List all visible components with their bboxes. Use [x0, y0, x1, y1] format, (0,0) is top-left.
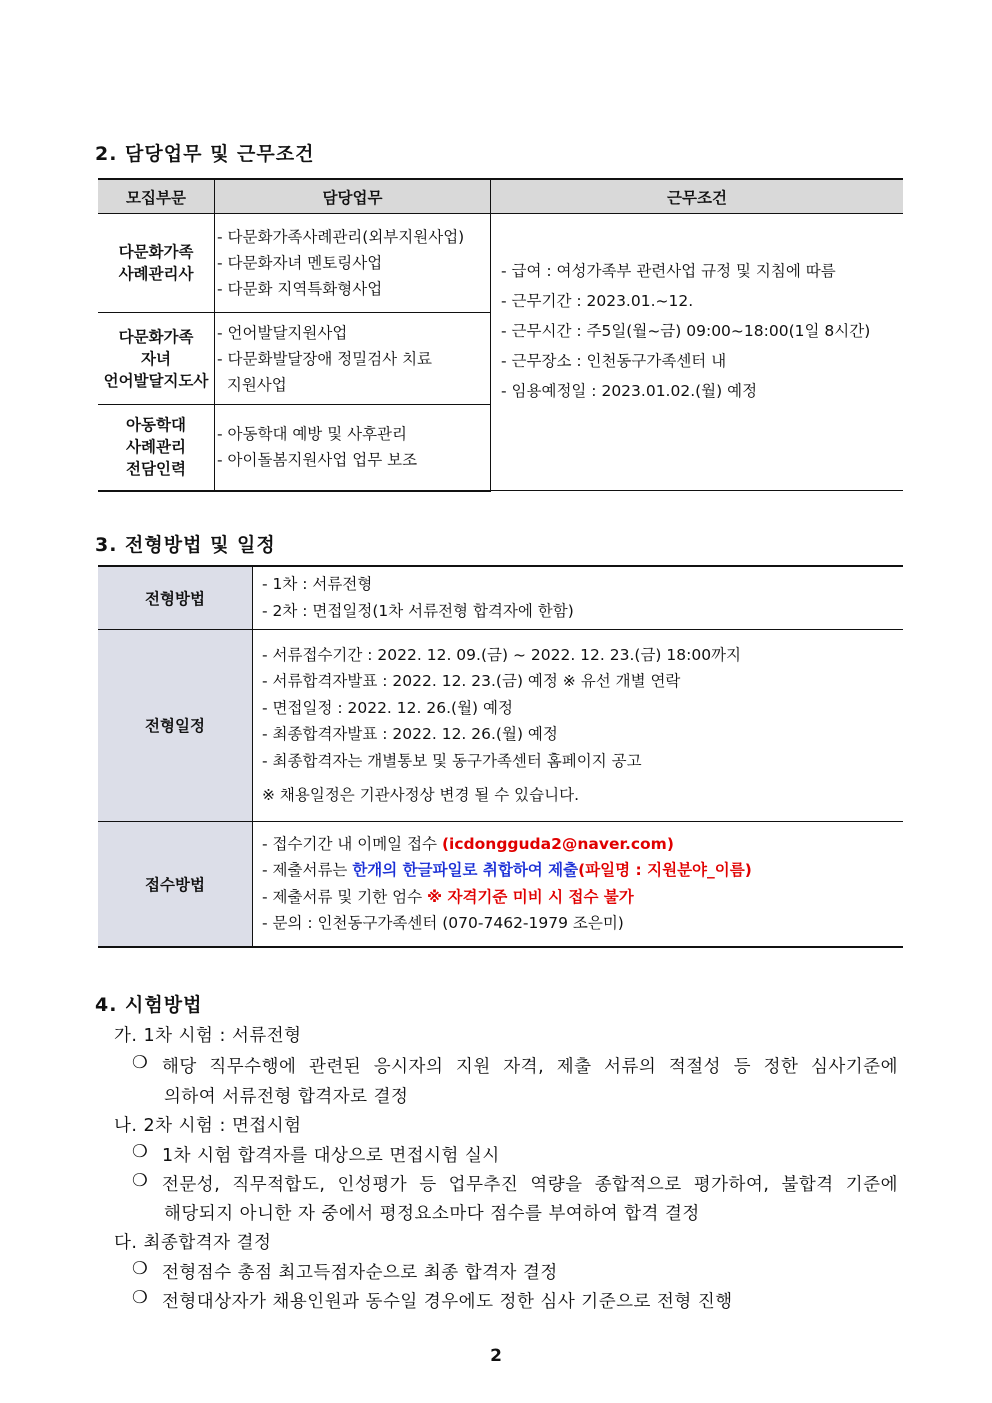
duty-item: - 다문화자녀 멘토링사업	[217, 254, 383, 272]
contact-info: - 문의 : 인천동구가족센터 (070-7462-1979 조은미)	[262, 914, 624, 933]
list-item	[132, 1142, 898, 1166]
sub-heading: 나. 2차 시험 : 면접시험	[114, 1116, 302, 1136]
duty-item: - 아이돌봄지원사업 업무 보조	[217, 451, 418, 470]
method-cell	[253, 566, 904, 629]
schedule-item: - 최종합격자발표 : 2022. 12. 26.(월) 예정	[262, 725, 558, 743]
header-recruitment-field: 모집부문	[98, 179, 215, 214]
section-4-heading: 4. 시험방법	[95, 994, 203, 1016]
header-duties: 담당업무	[215, 179, 491, 214]
category-text: 아동학대	[126, 416, 186, 435]
table-row	[98, 214, 903, 313]
bullet-icon: ❍	[132, 1171, 149, 1191]
list-text: 전형대상자가 채용인원과 동수일 경우에도 정한 심사 기준으로 전형 진행	[162, 1292, 733, 1312]
duty-item: - 다문화 지역특화형사업	[217, 280, 383, 298]
submit-item	[262, 857, 902, 884]
category-cell	[98, 214, 215, 313]
table-row	[98, 629, 903, 821]
warning-text: ※ 자격기준 미비 시 접수 불가	[427, 887, 634, 906]
duty-item: - 다문화발달장애 정밀검사 치료	[217, 349, 433, 368]
bullet-icon: ❍	[132, 1142, 149, 1162]
section-3-heading: 3. 전형방법 및 일정	[95, 534, 276, 556]
submit-cell	[253, 821, 904, 947]
bullet-icon: ❍	[132, 1259, 149, 1279]
duty-item: - 다문화가족사례관리(외부지원사업)	[217, 228, 465, 246]
submit-text: - 제출서류 및 기한 엄수	[262, 887, 427, 906]
list-text: 전문성, 직무적합도, 인성평가 등 업무추진 역량을 종합적으로 평가하여, 불합격 기준에	[162, 1175, 898, 1195]
file-instruction: 한개의 한글파일로 취합하여 제출	[352, 861, 579, 880]
list-item	[132, 1259, 898, 1283]
category-text: 전담인력	[126, 460, 186, 479]
schedule-item: - 면접일정 : 2022. 12. 26.(월) 예정	[262, 698, 513, 717]
header-conditions: 근무조건	[491, 179, 904, 214]
section-2-heading: 2. 담당업무 및 근무조건	[95, 143, 315, 165]
duty-item: - 언어발달지원사업	[217, 323, 348, 342]
duties-table	[98, 178, 903, 492]
schedule-label: 전형일정	[98, 629, 253, 821]
category-text: 다문화가족	[118, 243, 194, 261]
list-text-continued: 해당되지 아니한 자 중에서 평정요소마다 점수를 부여하여 합격 결정	[164, 1204, 700, 1224]
email-address: (icdongguda2@naver.com)	[441, 834, 674, 853]
schedule-item: - 서류합격자발표 : 2022. 12. 23.(금) 예정 ※ 유선 개별 연락	[262, 672, 681, 690]
submit-item	[262, 884, 902, 911]
sub-heading: 가. 1차 시험 : 서류전형	[114, 1026, 302, 1046]
duties-table-header	[98, 179, 903, 214]
category-text: 다문화가족	[118, 327, 194, 346]
bullet-icon: ❍	[132, 1053, 149, 1073]
bullet-icon: ❍	[132, 1288, 149, 1308]
list-text: 전형점수 총점 최고득점자순으로 최종 합격자 결정	[162, 1263, 558, 1283]
list-text-continued: 의하여 서류전형 합격자로 결정	[164, 1087, 409, 1107]
duties-cell	[215, 313, 491, 405]
category-text: 언어발달지도사	[103, 371, 209, 390]
condition-item: - 급여 : 여성가족부 관련사업 규정 및 지침에 따름	[501, 262, 836, 280]
table-row	[98, 821, 903, 947]
submit-text: - 접수기간 내 이메일 접수	[262, 834, 442, 853]
page-number: 2	[490, 1346, 502, 1366]
selection-table	[98, 565, 903, 948]
duty-item: - 아동학대 예방 및 사후관리	[217, 425, 408, 444]
method-item: - 2차 : 면접일정(1차 서류전형 합격자에 한함)	[262, 601, 574, 620]
category-text: 사례관리사	[118, 265, 194, 283]
schedule-note: ※ 채용일정은 기관사정상 변경 될 수 있습니다.	[262, 786, 579, 804]
duty-item: 지원사업	[217, 375, 287, 394]
method-item: - 1차 : 서류전형	[262, 575, 373, 594]
sub-heading: 다. 최종합격자 결정	[114, 1233, 272, 1253]
list-item	[132, 1171, 898, 1195]
schedule-item: - 최종합격자는 개별통보 및 동구가족센터 홈페이지 공고	[262, 751, 642, 770]
condition-item: - 근무장소 : 인천동구가족센터 내	[501, 352, 727, 370]
category-cell	[98, 405, 215, 491]
condition-item: - 임용예정일 : 2023.01.02.(월) 예정	[501, 382, 758, 400]
duties-cell	[215, 405, 491, 491]
list-item	[132, 1053, 898, 1077]
duties-cell	[215, 214, 491, 313]
submit-item	[262, 831, 902, 858]
table-row	[98, 566, 903, 629]
condition-item: - 근무시간 : 주5일(월~금) 09:00~18:00(1일 8시간)	[501, 322, 871, 340]
schedule-item: - 서류접수기간 : 2022. 12. 09.(금) ~ 2022. 12. 23.(금) 18:00까지	[262, 645, 742, 664]
conditions-cell	[491, 214, 904, 491]
method-label: 전형방법	[98, 566, 253, 629]
submit-label: 접수방법	[98, 821, 253, 947]
file-name-rule: (파일명 : 지원분야_이름)	[578, 861, 752, 880]
category-cell	[98, 313, 215, 405]
list-item	[132, 1288, 898, 1312]
condition-item: - 근무기간 : 2023.01.~12.	[501, 292, 694, 310]
category-text: 자녀	[141, 349, 171, 368]
list-text: 1차 시험 합격자를 대상으로 면접시험 실시	[162, 1146, 500, 1166]
list-text: 해당 직무수행에 관련된 응시자의 지원 자격, 제출 서류의 적절성 등 정한 심사기준에	[162, 1057, 898, 1077]
schedule-cell	[253, 629, 904, 821]
category-text: 사례관리	[126, 438, 186, 457]
submit-text: - 제출서류는	[262, 861, 353, 880]
